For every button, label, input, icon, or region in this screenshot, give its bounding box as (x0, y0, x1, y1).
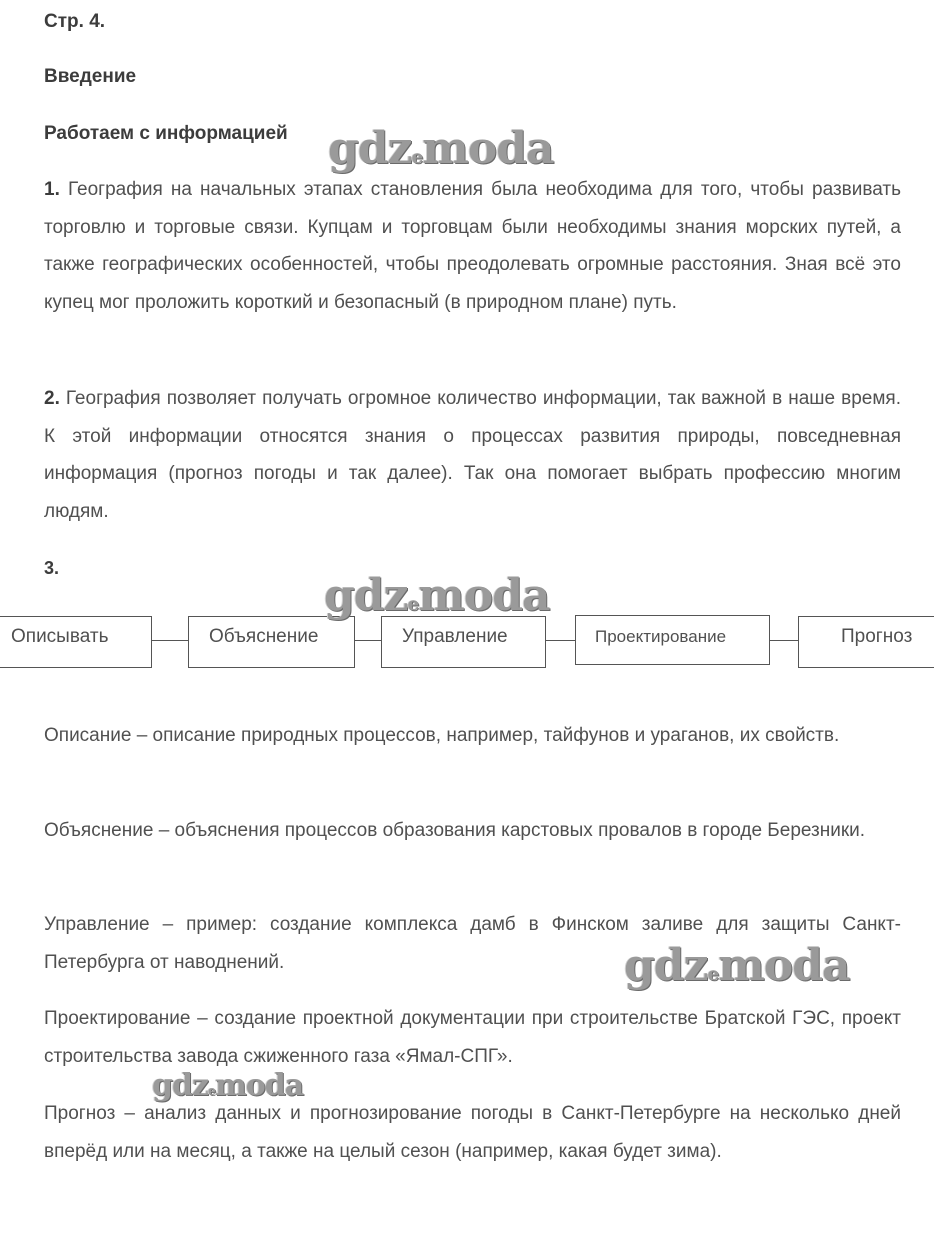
subsection-title: Работаем с информацией (44, 123, 288, 144)
diagram-box-forecast: Прогноз (798, 616, 934, 668)
diagram-connector (355, 640, 381, 641)
definition-forecast: Прогноз – анализ данных и прогнозирование погоды в Санкт-Петербурге на несколько дней вперёд или на месяц, а также на целый сезон (например, какая будет зима). (44, 1103, 901, 1162)
task-2-number: 2. (44, 388, 60, 409)
diagram-box-design: Проектирование (575, 615, 770, 665)
diagram-connector (546, 640, 575, 641)
watermark-logo: gdzemoda (324, 570, 550, 621)
section-title: Введение (44, 66, 137, 87)
watermark-logo: gdzemoda (328, 123, 554, 174)
definition-description: Описание – описание природных процессов, например, тайфунов и ураганов, их свойств. (44, 725, 840, 746)
page-label: Стр. 4. (44, 11, 106, 32)
diagram-box-explanation: Объяснение (188, 616, 355, 668)
diagram-connector (152, 640, 188, 641)
task-1-paragraph (44, 171, 901, 321)
definition-design: Проектирование – создание проектной документации при строительстве Братской ГЭС, проект строительства завода сжиженного газа «Ямал-СПГ». (44, 1008, 901, 1067)
task-1-number: 1. (44, 179, 60, 200)
task-3-number: 3. (44, 558, 60, 578)
definition-explanation: Объяснение – объяснения процессов образования карстовых провалов в городе Березники. (44, 820, 866, 841)
task-1-text: География на начальных этапах становления была необходима для того, чтобы развивать торговлю и торговые связи. Купцам и торговцам были необходимы знания морских путей, а также географических особенностей, чтобы преодолевать огромные расстояния. Зная всё это купец мог проложить короткий и безопасный (в природном плане) путь. (44, 179, 901, 313)
task-2-paragraph (44, 380, 901, 530)
diagram-box-management: Управление (381, 616, 546, 668)
watermark-logo: gdzemoda (152, 1068, 304, 1103)
diagram-box-describe: Описывать (0, 616, 152, 668)
definition-management: Управление – пример: создание комплекса дамб в Финском заливе для защиты Санкт-Петербурга от наводнений. (44, 914, 901, 973)
task-2-text: География позволяет получать огромное количество информации, так важной в наше время. К этой информации относятся знания о процессах развития природы, повседневная информация (прогноз погоды и так далее). Так она помогает выбрать профессию многим людям. (44, 388, 901, 522)
diagram-connector (770, 640, 798, 641)
watermark-logo: gdzemoda (624, 940, 850, 991)
